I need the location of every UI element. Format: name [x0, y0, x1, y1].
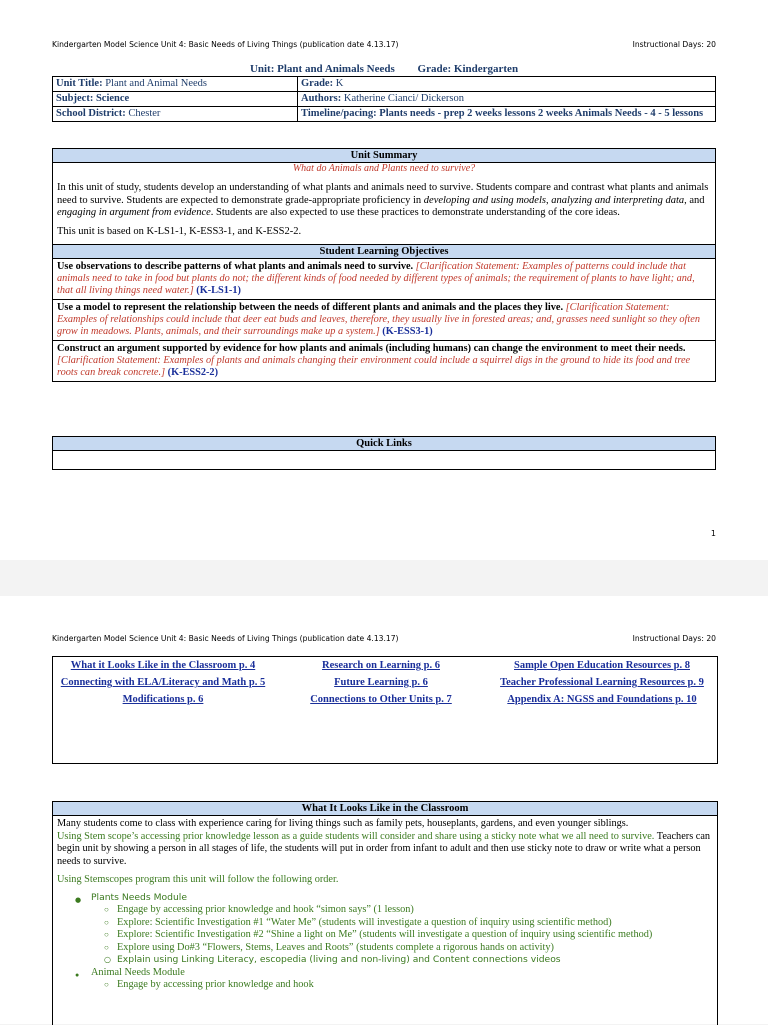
link-appendix[interactable]: Appendix A: NGSS and Foundations p. 10	[507, 694, 697, 705]
unit-summary-box	[52, 148, 716, 382]
link-research[interactable]: Research on Learning p. 6	[322, 660, 440, 671]
link-oer[interactable]: Sample Open Education Resources p. 8	[514, 660, 690, 671]
links-column-2	[281, 659, 481, 710]
grade-value: K	[335, 78, 344, 89]
links-column-3	[493, 659, 711, 710]
objective-3: Construct an argument supported by evidence for how plants and animals (including humans) can change the environment to meet their needs. [Clarification Statement: Examples of plants and animals changing their environment could include a squirrel digs in the ground to hide its food and tree roots can break concrete.] (K-ESS2-2)	[53, 340, 715, 381]
unit-title-label: Unit Title:	[56, 78, 103, 89]
quick-links-table	[52, 656, 718, 764]
objective-2: Use a model to represent the relationship between the needs of different plants and animals and the places they live. [Clarification Statement: Examples of relationships could include that deer eat buds and leaves, therefore, they usually live in forested areas; and, grasses need sunlight so they often grow in meadows. Plants, animals, and their surroundings make up a system.] (K-ESS3-1)	[53, 299, 715, 340]
module-plants-item: ○ Explore: Scientific Investigation #2 “Shine a light on Me” (students will investigate a question of inquiry using scientific method)	[57, 929, 713, 942]
unit-summary-title: Unit Summary	[53, 149, 715, 163]
module-plants-item: ○ Engage by accessing prior knowledge and hook “simon says” (1 lesson)	[57, 904, 713, 917]
essential-question: What do Animals and Plants need to survive?	[292, 163, 476, 174]
timeline-value: Plants needs - prep 2 weeks lessons 2 weeks Animals Needs - 4 - 5 lessons	[379, 108, 704, 119]
summary-paragraph: In this unit of study, students develop an understanding of what plants and animals need to survive. Students compare and contrast what plants and animals need to survive. Students are expected to demonstrate grade-appropriate proficiency in developing and using models, analyzing and interpreting data, and engaging in argument from evidence. Students are also expected to use these practices to demonstrate understanding of the core ideas.	[57, 182, 709, 218]
district-label: School District:	[56, 108, 126, 119]
standards-paragraph: This unit is based on K-LS1-1, K-ESS3-1, and K-ESS2-2.	[57, 225, 302, 237]
classroom-content	[53, 816, 717, 994]
links-column-1	[57, 659, 269, 710]
authors-value: Katherine Cianci/ Dickerson	[343, 93, 465, 104]
subject-label: Subject: Science	[56, 93, 130, 104]
unit-info-table	[52, 76, 716, 122]
module-animals: ● Animal Needs Module	[57, 967, 713, 980]
objectives-title: Student Learning Objectives	[53, 244, 715, 259]
module-plants-item: ○ Explore using Do#3 “Flowers, Stems, Leaves and Roots” (students complete a rigorous hands on activity)	[57, 942, 713, 955]
district-value: Chester	[128, 108, 161, 119]
module-animals-item: ○ Engage by accessing prior knowledge and hook	[57, 979, 713, 992]
header-days: Instructional Days: 20	[632, 40, 716, 49]
link-connections[interactable]: Connections to Other Units p. 7	[310, 694, 452, 705]
unit-grade: Grade: Kindergarten	[417, 63, 519, 75]
module-list	[57, 892, 713, 992]
classroom-p3: Using Stemscopes program this unit will follow the following order.	[57, 874, 339, 885]
timeline-label: Timeline/pacing:	[301, 108, 377, 119]
module-plants-item: ○ Explore: Scientific Investigation #1 “Water Me” (students will investigate a question of inquiry using scientific method)	[57, 917, 713, 930]
classroom-box	[52, 801, 718, 1025]
authors-label: Authors:	[301, 93, 342, 104]
classroom-p2: Using Stem scope’s accessing prior knowledge lesson as a guide students will consider and share using a sticky note what we all need to survive. Teachers can begin unit by showing a person in all stages of life, the students will put in order from infant to adult and then use sticky note to draw or write what a person needs to survive.	[57, 830, 711, 867]
module-plants-item: ○ Explain using Linking Literacy, escopedia (living and non-living) and Content connections videos	[57, 954, 713, 967]
link-professional-learning[interactable]: Teacher Professional Learning Resources p. 9	[500, 677, 704, 688]
classroom-title: What It Looks Like in the Classroom	[53, 802, 717, 816]
header-title: Kindergarten Model Science Unit 4: Basic Needs of Living Things (publication date 4.13.17)	[52, 40, 399, 49]
link-modifications[interactable]: Modifications p. 6	[122, 694, 204, 705]
page-number: 1	[710, 529, 716, 538]
quick-links-box	[52, 436, 716, 470]
module-plants: ● Plants Needs Module	[57, 892, 713, 905]
unit-line	[0, 63, 768, 75]
header-title-2: Kindergarten Model Science Unit 4: Basic Needs of Living Things (publication date 4.13.17)	[52, 634, 399, 643]
link-ela-math[interactable]: Connecting with ELA/Literacy and Math p. 5	[60, 677, 266, 688]
classroom-p1: Many students come to class with experience caring for living things such as family pets, houseplants, gardens, and even younger siblings.	[57, 818, 629, 829]
grade-label: Grade:	[301, 78, 334, 89]
objective-1: Use observations to describe patterns of what plants and animals need to survive. [Clarification Statement: Examples of patterns could include that animals need to take in food but plants do not; the different kinds of food needed by different types of animals; the requirement of plants to have light; and, that all living things need water.] (K-LS1-1)	[57, 261, 695, 296]
link-future-learning[interactable]: Future Learning p. 6	[334, 677, 428, 688]
unit-name: Unit: Plant and Animals Needs	[249, 63, 395, 75]
unit-title: Plant and Animal Needs	[105, 78, 207, 89]
link-classroom[interactable]: What it Looks Like in the Classroom p. 4	[70, 660, 256, 671]
quick-links-title: Quick Links	[53, 437, 715, 451]
header-days-2: Instructional Days: 20	[632, 634, 716, 643]
